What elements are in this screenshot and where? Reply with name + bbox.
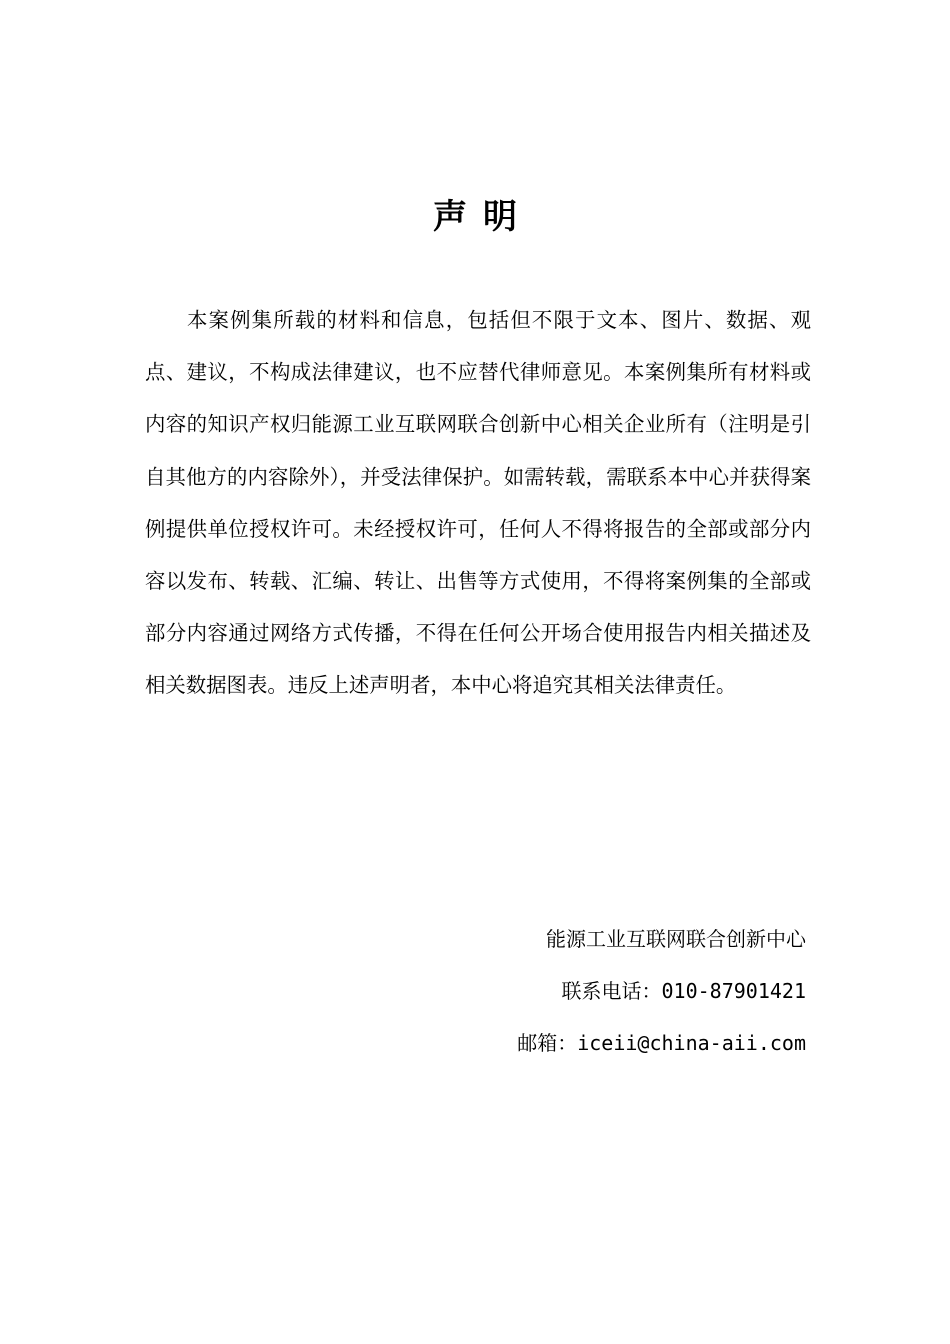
contact-phone — [562, 976, 807, 1006]
phone-number: 010-87901421 — [661, 979, 806, 1003]
email-address: iceii@china-aii.com — [577, 1031, 806, 1055]
phone-label: 联系电话： — [561, 979, 662, 1003]
contact-email — [517, 1028, 806, 1058]
page-title: 声明 — [433, 197, 533, 237]
organization-name: 能源工业互联网联合创新中心 — [546, 927, 806, 951]
email-label: 邮箱： — [517, 1031, 578, 1055]
disclaimer-paragraph: 本案例集所载的材料和信息，包括但不限于文本、图片、数据、观点、建议，不构成法律建议，也不应替代律师意见。本案例集所有材料或内容的知识产权归能源工业互联网联合创新中心相关企业所有（注明是引自其他方的内容除外），并受法律保护。如需转载，需联系本中心并获得案例提供单位授权许可。未经授权许可，任何人不得将报告的全部或部分内容以发布、转载、汇编、转让、出售等方式使用，不得将案例集的全部或部分内容通过网络方式传播，不得在任何公开场合使用报告内相关描述及相关数据图表。违反上述声明者，本中心将追究其相关法律责任。 — [145, 308, 811, 698]
